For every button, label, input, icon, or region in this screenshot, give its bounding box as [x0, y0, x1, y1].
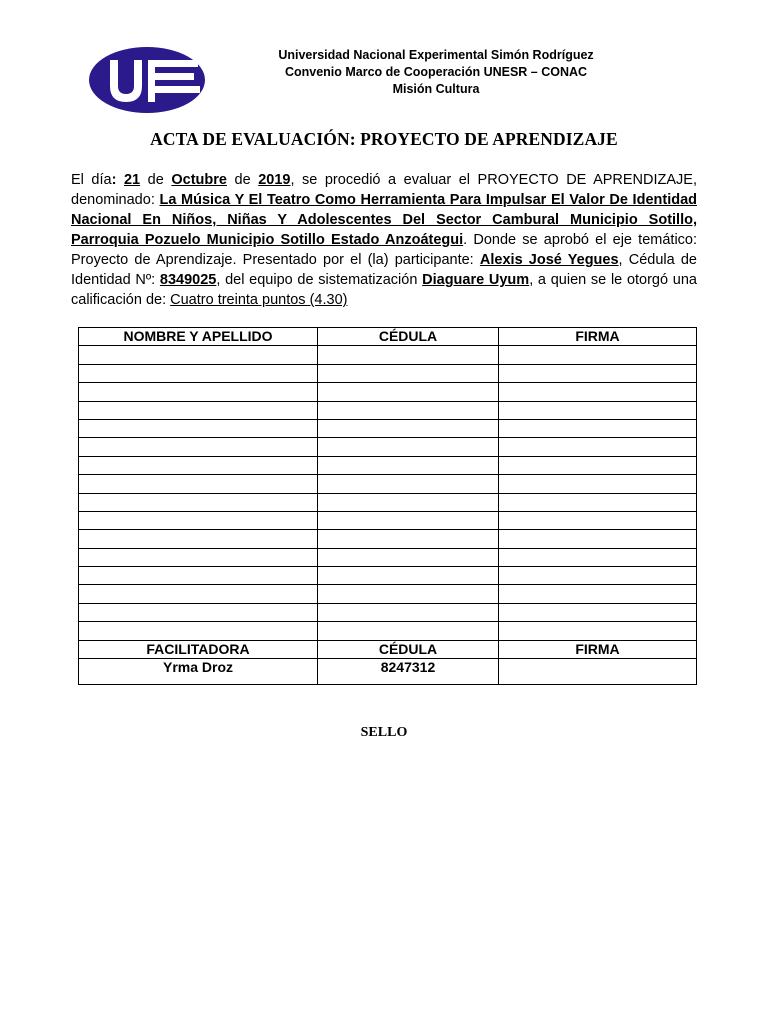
name-cell[interactable]	[79, 401, 318, 419]
seal-label: SELLO	[360, 725, 408, 740]
signature-cell[interactable]	[499, 511, 697, 529]
participant-cedula: 8349025	[159, 272, 217, 288]
participant-name: Alexis José Yegues	[479, 252, 619, 268]
table-row	[79, 364, 697, 382]
signature-cell[interactable]	[499, 475, 697, 493]
cedula-cell[interactable]	[318, 567, 499, 585]
text-segment: El día	[71, 172, 112, 188]
cedula-cell[interactable]	[318, 401, 499, 419]
signature-cell[interactable]	[499, 493, 697, 511]
table-row	[79, 493, 697, 511]
institution-header	[236, 47, 636, 98]
team-name: Diaguare Uyum	[422, 272, 530, 288]
header-cedula: CÉDULA	[318, 328, 499, 346]
signature-cell[interactable]	[499, 346, 697, 364]
table-row	[79, 475, 697, 493]
signature-cell[interactable]	[499, 419, 697, 437]
name-cell[interactable]	[79, 346, 318, 364]
table-row	[79, 438, 697, 456]
table-header-row	[79, 328, 697, 346]
name-cell[interactable]	[79, 530, 318, 548]
name-cell[interactable]	[79, 475, 318, 493]
name-cell[interactable]	[79, 511, 318, 529]
table-row	[79, 567, 697, 585]
signature-cell[interactable]	[499, 401, 697, 419]
evaluation-paragraph	[71, 170, 697, 310]
name-cell[interactable]	[79, 438, 318, 456]
cedula-cell[interactable]	[318, 493, 499, 511]
name-cell[interactable]	[79, 419, 318, 437]
evaluation-day: 21	[123, 172, 141, 188]
evaluation-year: 2019	[258, 172, 291, 188]
cedula-cell[interactable]	[318, 456, 499, 474]
text-segment: de	[147, 172, 164, 188]
facilitator-header: FACILITADORA	[79, 640, 318, 658]
signature-cell[interactable]	[499, 622, 697, 640]
table-row	[79, 622, 697, 640]
facilitator-name: Yrma Droz	[79, 659, 318, 685]
cedula-cell[interactable]	[318, 438, 499, 456]
facilitator-cedula-header: CÉDULA	[318, 640, 499, 658]
text-segment: de	[234, 172, 251, 188]
cedula-cell[interactable]	[318, 548, 499, 566]
name-cell[interactable]	[79, 364, 318, 382]
table-row	[79, 419, 697, 437]
facilitator-signature[interactable]	[499, 659, 697, 685]
text-segment: , a quien se le otorgó una calificación de:	[71, 272, 697, 308]
cedula-cell[interactable]	[318, 511, 499, 529]
table-row	[79, 530, 697, 548]
cedula-cell[interactable]	[318, 603, 499, 621]
name-cell[interactable]	[79, 622, 318, 640]
table-row	[79, 383, 697, 401]
name-cell[interactable]	[79, 383, 318, 401]
cedula-cell[interactable]	[318, 419, 499, 437]
table-row	[79, 401, 697, 419]
table-row	[79, 456, 697, 474]
evaluation-month: Octubre	[171, 172, 227, 188]
text-segment: . Donde se aprobó el eje temático: Proyecto de Aprendizaje. Presentado por el (la) participante:	[71, 232, 698, 268]
cedula-cell[interactable]	[318, 364, 499, 382]
table-row	[79, 603, 697, 621]
cedula-cell[interactable]	[318, 475, 499, 493]
signature-cell[interactable]	[499, 548, 697, 566]
facilitator-header-row	[79, 640, 697, 658]
signature-cell[interactable]	[499, 603, 697, 621]
signature-cell[interactable]	[499, 438, 697, 456]
colon: :	[111, 172, 117, 188]
table-row	[79, 511, 697, 529]
facilitator-row	[79, 659, 697, 685]
signature-cell[interactable]	[499, 567, 697, 585]
header-mission: Misión Cultura	[392, 82, 480, 96]
header-agreement: Convenio Marco de Cooperación UNESR – CONAC	[284, 65, 588, 79]
header-university: Universidad Nacional Experimental Simón Rodríguez	[278, 48, 594, 62]
cedula-cell[interactable]	[318, 383, 499, 401]
facilitator-cedula: 8247312	[318, 659, 499, 685]
table-row	[79, 346, 697, 364]
document-title: ACTA DE EVALUACIÓN: PROYECTO DE APRENDIZAJE	[150, 129, 618, 149]
name-cell[interactable]	[79, 493, 318, 511]
name-cell[interactable]	[79, 456, 318, 474]
table-row	[79, 548, 697, 566]
signature-cell[interactable]	[499, 530, 697, 548]
signature-cell[interactable]	[499, 383, 697, 401]
cedula-cell[interactable]	[318, 622, 499, 640]
signature-cell[interactable]	[499, 585, 697, 603]
grade: Cuatro treinta puntos (4.30)	[170, 292, 348, 308]
signature-table	[78, 327, 697, 685]
cedula-cell[interactable]	[318, 530, 499, 548]
text-segment: , del equipo de sistematización	[216, 272, 418, 288]
text-segment: , Cédula de Identidad Nº:	[71, 252, 697, 288]
table-row	[79, 585, 697, 603]
name-cell[interactable]	[79, 567, 318, 585]
unesr-logo-icon	[88, 46, 206, 114]
signature-cell[interactable]	[499, 364, 697, 382]
cedula-cell[interactable]	[318, 585, 499, 603]
header-name: NOMBRE Y APELLIDO	[79, 328, 318, 346]
name-cell[interactable]	[79, 603, 318, 621]
project-name: La Música Y El Teatro Como Herramienta Para Impulsar El Valor De Identidad Nacional En Niños, Niñas Y Adolescentes Del Sector Cambural Municipio Sotillo, Parroquia Pozuelo Municipio Sotillo Estado Anzoátegui	[71, 192, 697, 248]
header-signature: FIRMA	[499, 328, 697, 346]
facilitator-signature-header: FIRMA	[499, 640, 697, 658]
signature-cell[interactable]	[499, 456, 697, 474]
name-cell[interactable]	[79, 548, 318, 566]
name-cell[interactable]	[79, 585, 318, 603]
text-segment: , se procedió a evaluar el PROYECTO DE APRENDIZAJE, denominado:	[71, 172, 698, 208]
cedula-cell[interactable]	[318, 346, 499, 364]
